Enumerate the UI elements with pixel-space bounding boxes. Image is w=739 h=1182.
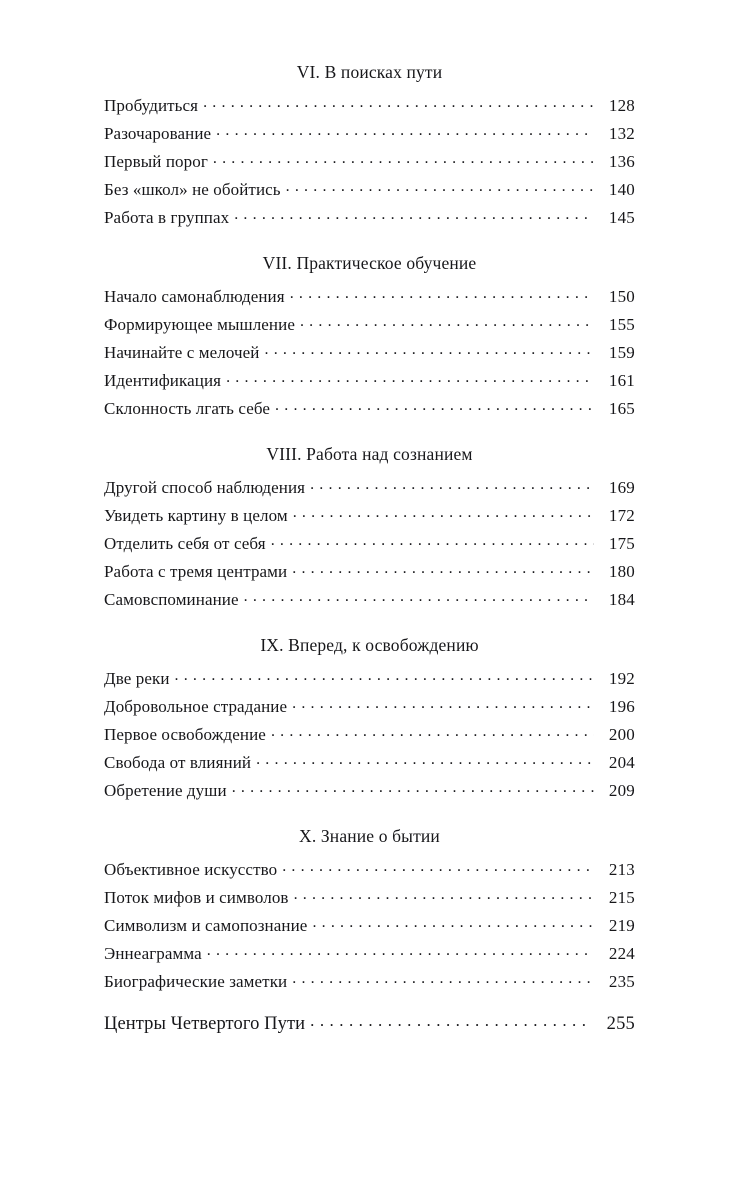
toc-entry-page-number: 172 — [608, 506, 635, 525]
toc-dot-leader — [216, 126, 594, 143]
toc-entry-title: Без «школ» не обойтись — [104, 180, 281, 199]
toc-section — [104, 631, 635, 805]
toc-entry-title: Формирующее мышление — [104, 315, 295, 334]
toc-entry-page-number: 255 — [606, 1014, 635, 1034]
toc-entry[interactable] — [104, 693, 635, 721]
toc-entry[interactable] — [104, 586, 635, 614]
toc-entry-page-number: 145 — [608, 208, 635, 227]
toc-entry-page-number: 150 — [608, 287, 635, 306]
toc-entry-title: Свобода от влияний — [104, 753, 252, 772]
toc-section-heading: X. Знание о бытии — [299, 826, 440, 846]
toc-entry-page-number: 159 — [608, 343, 635, 362]
toc-entry-page-number: 200 — [608, 725, 635, 744]
toc-dot-leader — [271, 536, 594, 553]
toc-entry-page-number: 180 — [608, 562, 635, 581]
toc-dot-leader — [271, 727, 594, 744]
toc-dot-leader — [310, 1015, 591, 1034]
toc-section-heading: IX. Вперед, к освобождению — [260, 635, 479, 655]
toc-dot-leader — [292, 564, 594, 581]
toc-entry[interactable] — [104, 502, 635, 530]
toc-entry[interactable] — [104, 474, 635, 502]
toc-dot-leader — [292, 699, 594, 716]
toc-dot-leader — [213, 154, 594, 171]
toc-entry[interactable] — [104, 120, 635, 148]
toc-entry-page-number: 219 — [608, 916, 635, 935]
toc-entry-title: Начало самонаблюдения — [104, 287, 285, 306]
toc-dot-leader — [290, 289, 594, 306]
toc-entry-title: Первый порог — [104, 152, 208, 171]
toc-entry[interactable] — [104, 204, 635, 232]
toc-entry[interactable] — [104, 1009, 635, 1039]
toc-dot-leader — [275, 401, 594, 418]
toc-entry-title: Начинайте с мелочей — [104, 343, 260, 362]
toc-section — [104, 440, 635, 614]
toc-entry-title: Работа в группах — [104, 208, 230, 227]
toc-entry[interactable] — [104, 367, 635, 395]
toc-entry[interactable] — [104, 148, 635, 176]
toc-entry-title: Обретение души — [104, 781, 227, 800]
toc-entry[interactable] — [104, 92, 635, 120]
toc-dot-leader — [203, 98, 594, 115]
toc-entry-title: Две реки — [104, 669, 170, 688]
toc-dot-leader — [294, 890, 594, 907]
toc-entry-page-number: 192 — [608, 669, 635, 688]
toc-dot-leader — [207, 946, 594, 963]
toc-entry-page-number: 213 — [608, 860, 635, 879]
toc-entry-title: Пробудиться — [104, 96, 199, 115]
toc-section-heading: VIII. Работа над сознанием — [266, 444, 473, 464]
toc-entry-page-number: 215 — [608, 888, 635, 907]
toc-entry-title: Другой способ наблюдения — [104, 478, 306, 497]
toc-dot-leader — [293, 508, 594, 525]
toc-dot-leader — [226, 373, 594, 390]
toc-entry-title: Центры Четвертого Пути — [104, 1014, 306, 1034]
toc-dot-leader — [265, 345, 595, 362]
toc-section-heading: VII. Практическое обучение — [262, 253, 477, 273]
toc-entry-title: Разочарование — [104, 124, 212, 143]
toc-entry[interactable] — [104, 884, 635, 912]
toc-dot-leader — [244, 592, 594, 609]
toc-dot-leader — [234, 210, 594, 227]
toc-entry-page-number: 136 — [608, 152, 635, 171]
toc-section-heading: VI. В поисках пути — [296, 62, 443, 82]
toc-entry-title: Отделить себя от себя — [104, 534, 266, 553]
toc-entry-title: Эннеаграмма — [104, 944, 202, 963]
toc-entry-title: Поток мифов и символов — [104, 888, 289, 907]
toc-entry-page-number: 224 — [608, 944, 635, 963]
toc-entry[interactable] — [104, 856, 635, 884]
toc-entry[interactable] — [104, 395, 635, 423]
toc-section — [104, 58, 635, 232]
toc-entry[interactable] — [104, 968, 635, 996]
toc-entry-page-number: 175 — [608, 534, 635, 553]
toc-entry-page-number: 184 — [608, 590, 635, 609]
toc-entry[interactable] — [104, 721, 635, 749]
toc-dot-leader — [286, 182, 594, 199]
toc-entry-page-number: 128 — [608, 96, 635, 115]
toc-entry-title: Объективное искусство — [104, 860, 278, 879]
toc-entry-page-number: 235 — [608, 972, 635, 991]
toc-entry[interactable] — [104, 339, 635, 367]
toc-dot-leader — [300, 317, 594, 334]
toc-standalone-section — [104, 1009, 635, 1039]
toc-section — [104, 249, 635, 423]
toc-entry-title: Самовспоминание — [104, 590, 239, 609]
toc-entry[interactable] — [104, 311, 635, 339]
toc-dot-leader — [282, 862, 594, 879]
toc-entry[interactable] — [104, 665, 635, 693]
toc-entry[interactable] — [104, 912, 635, 940]
toc-entry-page-number: 132 — [608, 124, 635, 143]
toc-entry-title: Склонность лгать себе — [104, 399, 271, 418]
toc-entry-title: Увидеть картину в целом — [104, 506, 288, 525]
toc-entry-title: Символизм и самопознание — [104, 916, 308, 935]
toc-dot-leader — [292, 974, 594, 991]
toc-entry-title: Добровольное страдание — [104, 697, 288, 716]
toc-section — [104, 822, 635, 996]
toc-dot-leader — [175, 671, 594, 688]
toc-entry[interactable] — [104, 530, 635, 558]
toc-entry-title: Работа с тремя центрами — [104, 562, 288, 581]
table-of-contents — [104, 58, 635, 1039]
toc-entry[interactable] — [104, 283, 635, 311]
toc-entry-page-number: 161 — [608, 371, 635, 390]
toc-entry-page-number: 165 — [608, 399, 635, 418]
toc-entry[interactable] — [104, 749, 635, 777]
toc-dot-leader — [312, 918, 594, 935]
toc-entry-page-number: 196 — [608, 697, 635, 716]
toc-entry-title: Идентификация — [104, 371, 222, 390]
toc-entry-page-number: 169 — [608, 478, 635, 497]
toc-entry-title: Биографические заметки — [104, 972, 288, 991]
toc-entry-page-number: 140 — [608, 180, 635, 199]
toc-entry-page-number: 155 — [608, 315, 635, 334]
toc-entry[interactable] — [104, 176, 635, 204]
toc-entry-title: Первое освобождение — [104, 725, 266, 744]
toc-dot-leader — [310, 480, 594, 497]
toc-dot-leader — [232, 783, 594, 800]
toc-entry-page-number: 204 — [608, 753, 635, 772]
toc-entry-page-number: 209 — [608, 781, 635, 800]
toc-dot-leader — [256, 755, 594, 772]
toc-entry[interactable] — [104, 940, 635, 968]
toc-entry[interactable] — [104, 777, 635, 805]
toc-entry[interactable] — [104, 558, 635, 586]
